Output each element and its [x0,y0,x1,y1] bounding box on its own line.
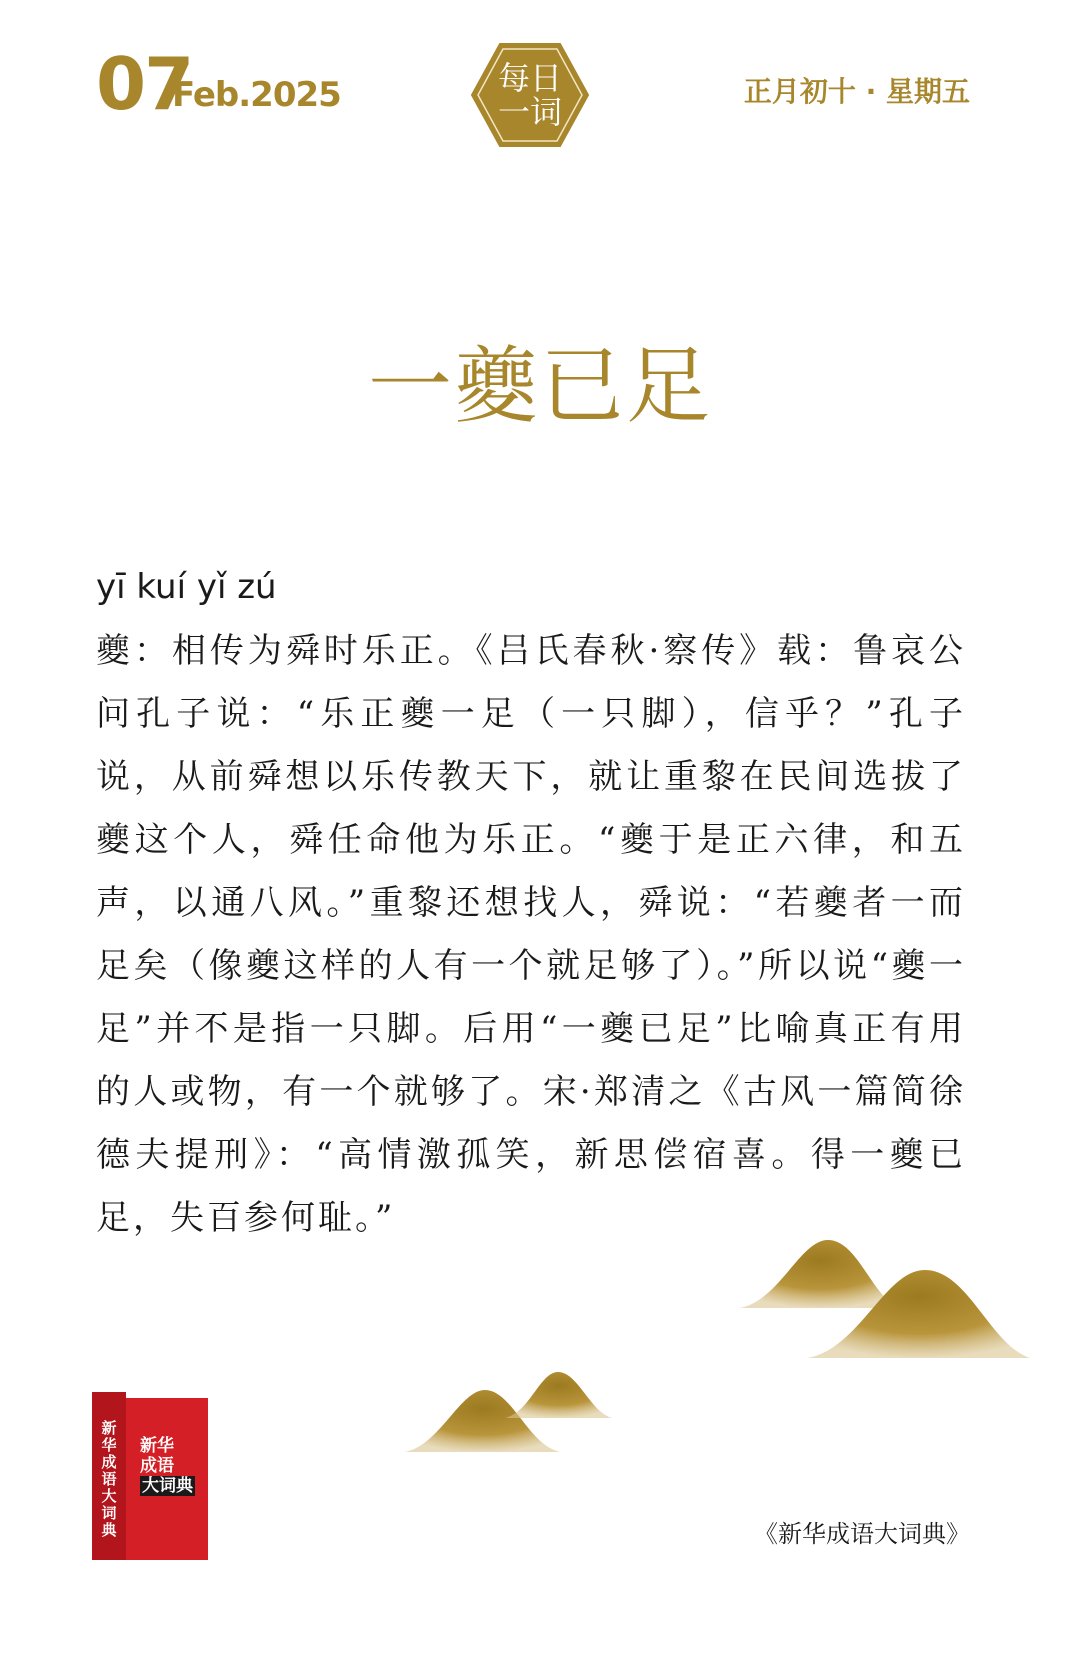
date-month-year: Feb.2025 [172,75,341,115]
idiom-pinyin: yī kuí yǐ zú [96,567,277,607]
book-spine-char: 典 [101,1521,117,1539]
book-spine-char: 大 [101,1487,117,1505]
book-spine-char: 成 [101,1453,117,1471]
lunar-date: 正月初十 · 星期五 [743,75,970,108]
idiom-definition: 夔：相传为舜时乐正。《吕氏春秋·察传》载：鲁哀公问孔子说：“乐正夔一足（一只脚），信乎？”孔子说，从前舜想以乐传教天下，就让重黎在民间选拔了夔这个人，舜任命他为乐正。“夔于是正六律，和五声，以通八风。”重黎还想找人，舜说：“若夔者一而足矣（像夔这样的人有一个就足够了）。”所以说“夔一足”并不是指一只脚。后用“一夔已足”比喻真正有用的人或物，有一个就够了。宋·郑清之《古风一篇简徐德夫提刑》：“高情激孤笑，新思偿宿喜。得一夔已足，失百参何耻。” [96,631,966,1238]
idiom-title: 一夔已足 [367,337,712,435]
book-spine-char: 华 [101,1436,117,1454]
date-day: 07 [96,42,193,126]
book-cover-line2: 成语 [140,1456,174,1476]
badge-text-line1: 每日 [497,59,562,97]
book-cover [92,1392,208,1560]
book-front [126,1398,208,1560]
mountain-shape [740,1240,900,1308]
badge-text-line2: 一词 [497,93,562,131]
book-spine-char: 词 [101,1504,117,1522]
book-spine-char: 新 [101,1419,117,1437]
mountain-shape [505,1372,612,1418]
book-spine-char: 语 [101,1470,117,1488]
source-citation: 《新华成语大词典》 [754,1520,970,1548]
book-cover-line3: 大词典 [142,1476,193,1496]
book-cover-line1: 新华 [140,1436,174,1456]
book-spine [92,1392,126,1560]
